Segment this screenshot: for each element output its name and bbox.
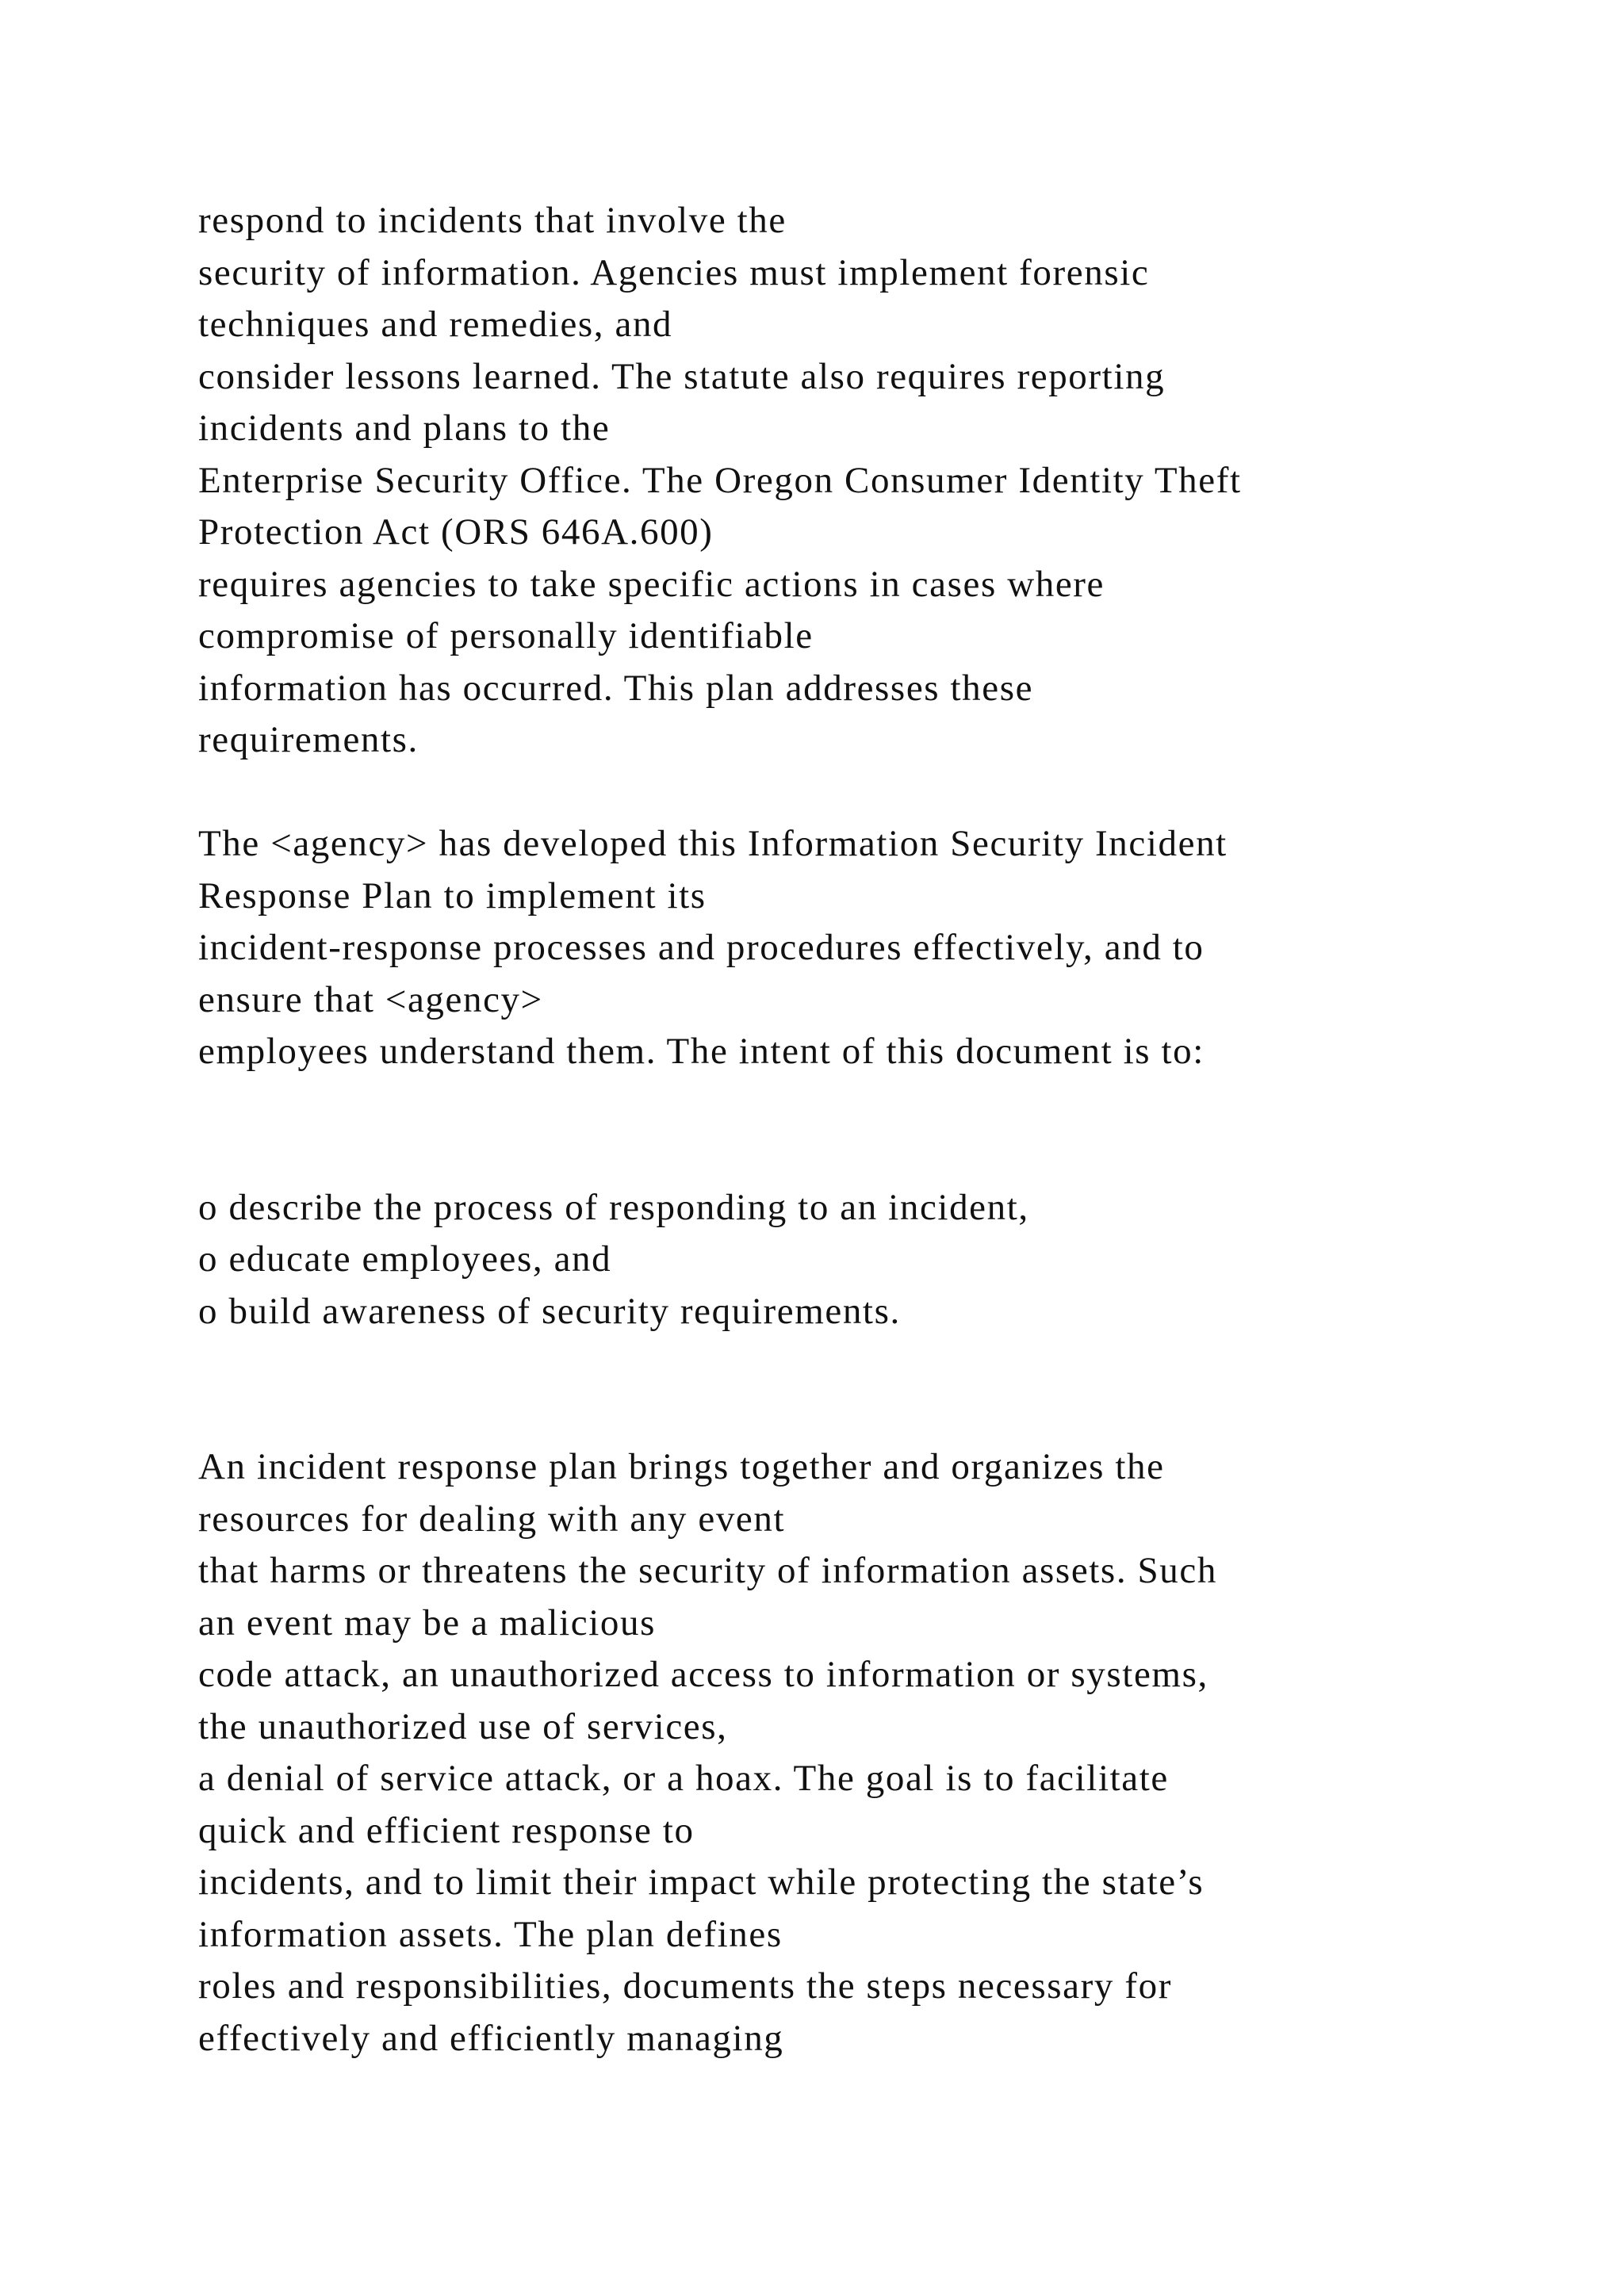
intent-list — [198, 1182, 1507, 1338]
text-line: quick and efficient response to — [198, 1809, 695, 1851]
text-line: respond to incidents that involve the — [198, 200, 787, 241]
document-body — [198, 195, 1507, 2064]
text-line: Enterprise Security Office. The Oregon Consumer Identity Theft — [198, 459, 1242, 501]
text-line: security of information. Agencies must implement forensic — [198, 251, 1150, 293]
text-line: the unauthorized use of services, — [198, 1705, 728, 1747]
text-line: techniques and remedies, and — [198, 304, 673, 345]
text-line: roles and responsibilities, documents the steps necessary for — [198, 1965, 1172, 2007]
text-line: requires agencies to take specific actions in cases where — [198, 563, 1105, 605]
text-line: ensure that <agency> — [198, 978, 543, 1020]
list-item: o educate employees, and — [198, 1238, 612, 1280]
paragraph-context — [198, 195, 1507, 767]
text-line: An incident response plan brings together and organizes the — [198, 1446, 1165, 1487]
text-line: The <agency> has developed this Information Security Incident — [198, 823, 1228, 864]
text-line: information assets. The plan defines — [198, 1913, 783, 1955]
paragraph-spacer — [198, 1078, 1507, 1182]
paragraph-spacer — [198, 1337, 1507, 1441]
list-item: o describe the process of responding to an incident, — [198, 1186, 1029, 1228]
text-line: effectively and efficiently managing — [198, 2017, 784, 2059]
text-line: incidents and plans to the — [198, 408, 611, 449]
text-line: consider lessons learned. The statute also requires reporting — [198, 355, 1166, 397]
text-line: information has occurred. This plan addresses these — [198, 667, 1034, 709]
paragraph-spacer — [198, 767, 1507, 819]
text-line: Protection Act (ORS 646A.600) — [198, 511, 714, 553]
text-line: employees understand them. The intent of this document is to: — [198, 1031, 1205, 1072]
text-line: incident-response processes and procedures effectively, and to — [198, 927, 1205, 968]
text-line: that harms or threatens the security of information assets. Such — [198, 1550, 1217, 1591]
text-line: a denial of service attack, or a hoax. The goal is to facilitate — [198, 1758, 1169, 1799]
text-line: requirements. — [198, 719, 419, 760]
list-item: o build awareness of security requirements. — [198, 1290, 901, 1332]
paragraph-plan-purpose — [198, 1441, 1507, 2064]
text-line: incidents, and to limit their impact while protecting the state’s — [198, 1862, 1205, 1903]
text-line: code attack, an unauthorized access to information or systems, — [198, 1654, 1208, 1695]
text-line: an event may be a malicious — [198, 1601, 656, 1644]
text-line: compromise of personally identifiable — [198, 615, 814, 656]
text-line: Response Plan to implement its — [198, 874, 707, 916]
text-line: resources for dealing with any event — [198, 1498, 786, 1540]
paragraph-plan-intro — [198, 818, 1507, 1078]
